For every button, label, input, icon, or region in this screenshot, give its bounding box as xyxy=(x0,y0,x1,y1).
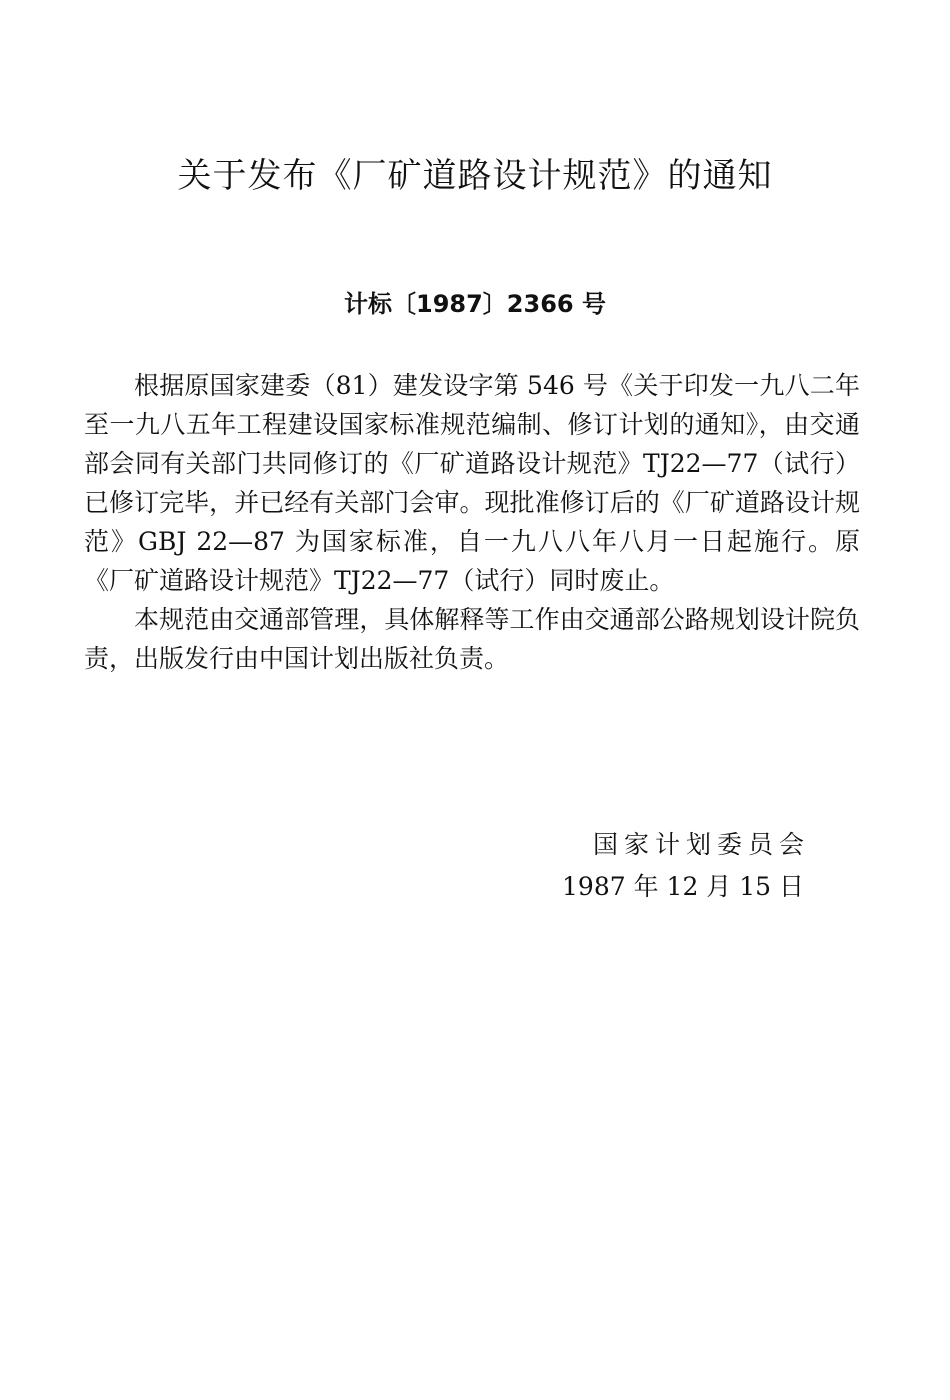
issuer-name: 国家计划委员会 xyxy=(592,830,810,859)
body-paragraph: 本规范由交通部管理，具体解释等工作由交通部公路规划设计院负责，出版发行由中国计划出版社负责。 xyxy=(84,605,860,673)
document-number: 计标〔1987〕2366 号 xyxy=(344,290,606,318)
document-body xyxy=(84,366,860,678)
document-title: 关于发布《厂矿道路设计规范》的通知 xyxy=(177,156,773,196)
body-paragraph: 根据原国家建委（81）建发设字第 546 号《关于印发一九八二年至一九八五年工程建设国家标准规范编制、修订计划的通知》，由交通部会同有关部门共同修订的《厂矿道路设计规范》TJ22—77（试行）已修订完毕，并已经有关部门会审。现批准修订后的《厂矿道路设计规范》GBJ 22—87 为国家标准，自一九八八年八月一日起施行。原《厂矿道路设计规范》TJ22—77（试行）同时废止。 xyxy=(84,371,860,595)
signature-block xyxy=(562,824,810,908)
issue-date: 1987 年 12 月 15 日 xyxy=(562,872,804,901)
